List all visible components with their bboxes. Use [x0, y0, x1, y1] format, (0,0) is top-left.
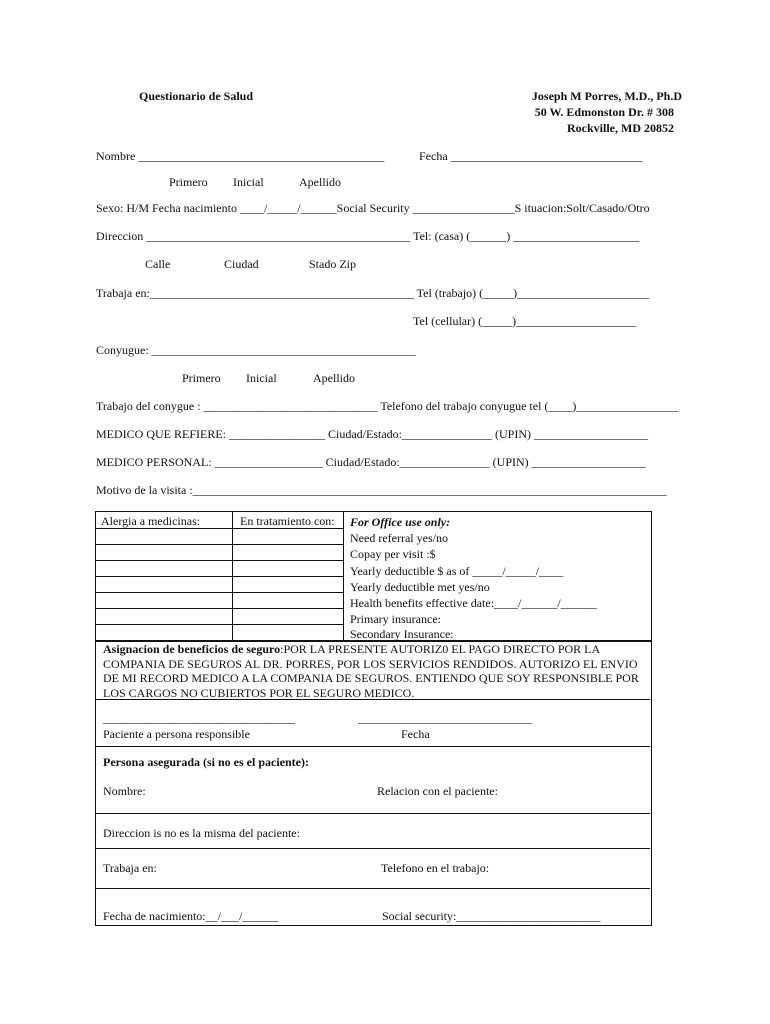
office-use-title: For Office use only:: [350, 515, 451, 529]
name-sub-apellido: Apellido: [299, 175, 341, 189]
insured-nombre[interactable]: Nombre:: [103, 784, 146, 798]
col-alergia-header: Alergia a medicinas:: [101, 514, 201, 528]
tel-cellular[interactable]: Tel (cellular) (_____)____________________: [413, 314, 637, 328]
medico-personal[interactable]: MEDICO PERSONAL: __________________ Ciudad/Estado:_______________ (UPIN) ___________________: [96, 455, 646, 469]
form-title: Questionario de Salud: [139, 89, 254, 103]
col-tratamiento-header: En tratamiento con:: [240, 514, 335, 528]
medico-refiere[interactable]: MEDICO QUE REFIERE: ________________ Ciudad/Estado:_______________ (UPIN) ___________________: [96, 427, 648, 441]
trabajo-conyugue[interactable]: Trabajo del conygue : _____________________________ Telefono del trabajo conyugue tel (____)_________________: [96, 399, 679, 413]
office-need-referral: Need referral yes/no: [350, 531, 448, 545]
table-divider-2: [343, 512, 344, 640]
insured-direccion[interactable]: Direccion is no es la misma del paciente:: [103, 826, 300, 840]
assignment-text: :POR LA PRESENTE AUTORIZ0 EL PAGO DIRECTO POR LA COMPANIA DE SEGUROS AL DR. PORRES, POR LOS SERVICIOS RENDIDOS. AUTORIZO EL ENVIO DE MI RECORD MEDICO A LA COMPANIA DE SEGUROS. ENTIENDO QUE SOY RESPONSIBLE POR LOS CARGOS NO CUBIERTOS POR EL SEGURO MEDICO.: [103, 642, 639, 700]
signature-label-right: Fecha: [401, 727, 430, 741]
signature-label-left: Paciente a persona responsible: [103, 727, 250, 741]
doctor-address-line2: Rockville, MD 20852: [567, 121, 674, 135]
section-divider: [96, 848, 650, 849]
table-row-line: [96, 592, 343, 593]
office-secondary-insurance: Secondary Insurance:: [350, 627, 454, 641]
insured-relacion[interactable]: Relacion con el paciente:: [377, 784, 498, 798]
name-sub-primero: Primero: [169, 175, 208, 189]
table-row-line: [96, 544, 343, 545]
section-divider: [96, 699, 650, 700]
insured-trabaja[interactable]: Trabaja en:: [103, 861, 157, 875]
conyugue-sub-apellido: Apellido: [313, 371, 355, 385]
table-row-line: [96, 608, 343, 609]
motivo-visita[interactable]: Motivo de la visita :_______________________________________________________________________________: [96, 483, 667, 497]
fecha-field[interactable]: Fecha ________________________________: [419, 149, 643, 163]
section-divider: [96, 813, 650, 814]
assignment-heading: Asignacion de beneficios de seguro: [103, 642, 281, 656]
sexo-line[interactable]: Sexo: H/M Fecha nacimiento ____/_____/______Social Security _________________S ituacion:Solt/Casado/Otro: [96, 201, 650, 215]
insured-social-security[interactable]: Social security:________________________: [382, 909, 601, 923]
table-row-line: [96, 624, 343, 625]
direccion-line[interactable]: Direccion ____________________________________________ Tel: (casa) (______) _____________________: [96, 229, 640, 243]
nombre-field[interactable]: Nombre _________________________________________: [96, 149, 385, 163]
table-row-line: [96, 576, 343, 577]
office-yearly-deductible: Yearly deductible $ as of _____/_____/____: [350, 564, 564, 578]
trabaja-line[interactable]: Trabaja en:____________________________________________ Tel (trabajo) (_____)______________________: [96, 286, 650, 300]
insured-fecha-nacimiento[interactable]: Fecha de nacimiento:__/___/______: [103, 909, 279, 923]
assignment-paragraph: [103, 642, 643, 700]
conyugue-sub-primero: Primero: [182, 371, 221, 385]
doctor-name: Joseph M Porres, M.D., Ph.D: [531, 89, 682, 103]
office-benefits-date: Health benefits effective date:____/______/______: [350, 596, 597, 610]
addr-sub-ciudad: Ciudad: [224, 257, 259, 271]
office-copay: Copay per visit :$: [350, 547, 436, 561]
conyugue-line[interactable]: Conyugue: ____________________________________________: [96, 343, 416, 357]
addr-sub-stado: Stado Zip: [309, 257, 356, 271]
signature-line-left[interactable]: ________________________________: [103, 711, 295, 725]
office-deductible-met: Yearly deductible met yes/no: [350, 580, 490, 594]
section-divider: [96, 746, 650, 747]
doctor-address-line1: 50 W. Edmonston Dr. # 308: [534, 105, 674, 119]
section-divider: [96, 888, 650, 889]
signature-line-right[interactable]: _____________________________: [358, 711, 532, 725]
office-primary-insurance: Primary insurance:: [350, 612, 441, 626]
insured-telefono[interactable]: Telefono en el trabajo:: [381, 861, 490, 875]
table-row-line: [96, 560, 343, 561]
conyugue-sub-inicial: Inicial: [246, 371, 277, 385]
name-sub-inicial: Inicial: [233, 175, 264, 189]
insured-heading: Persona asegurada (si no es el paciente):: [103, 755, 309, 769]
addr-sub-calle: Calle: [145, 257, 171, 271]
